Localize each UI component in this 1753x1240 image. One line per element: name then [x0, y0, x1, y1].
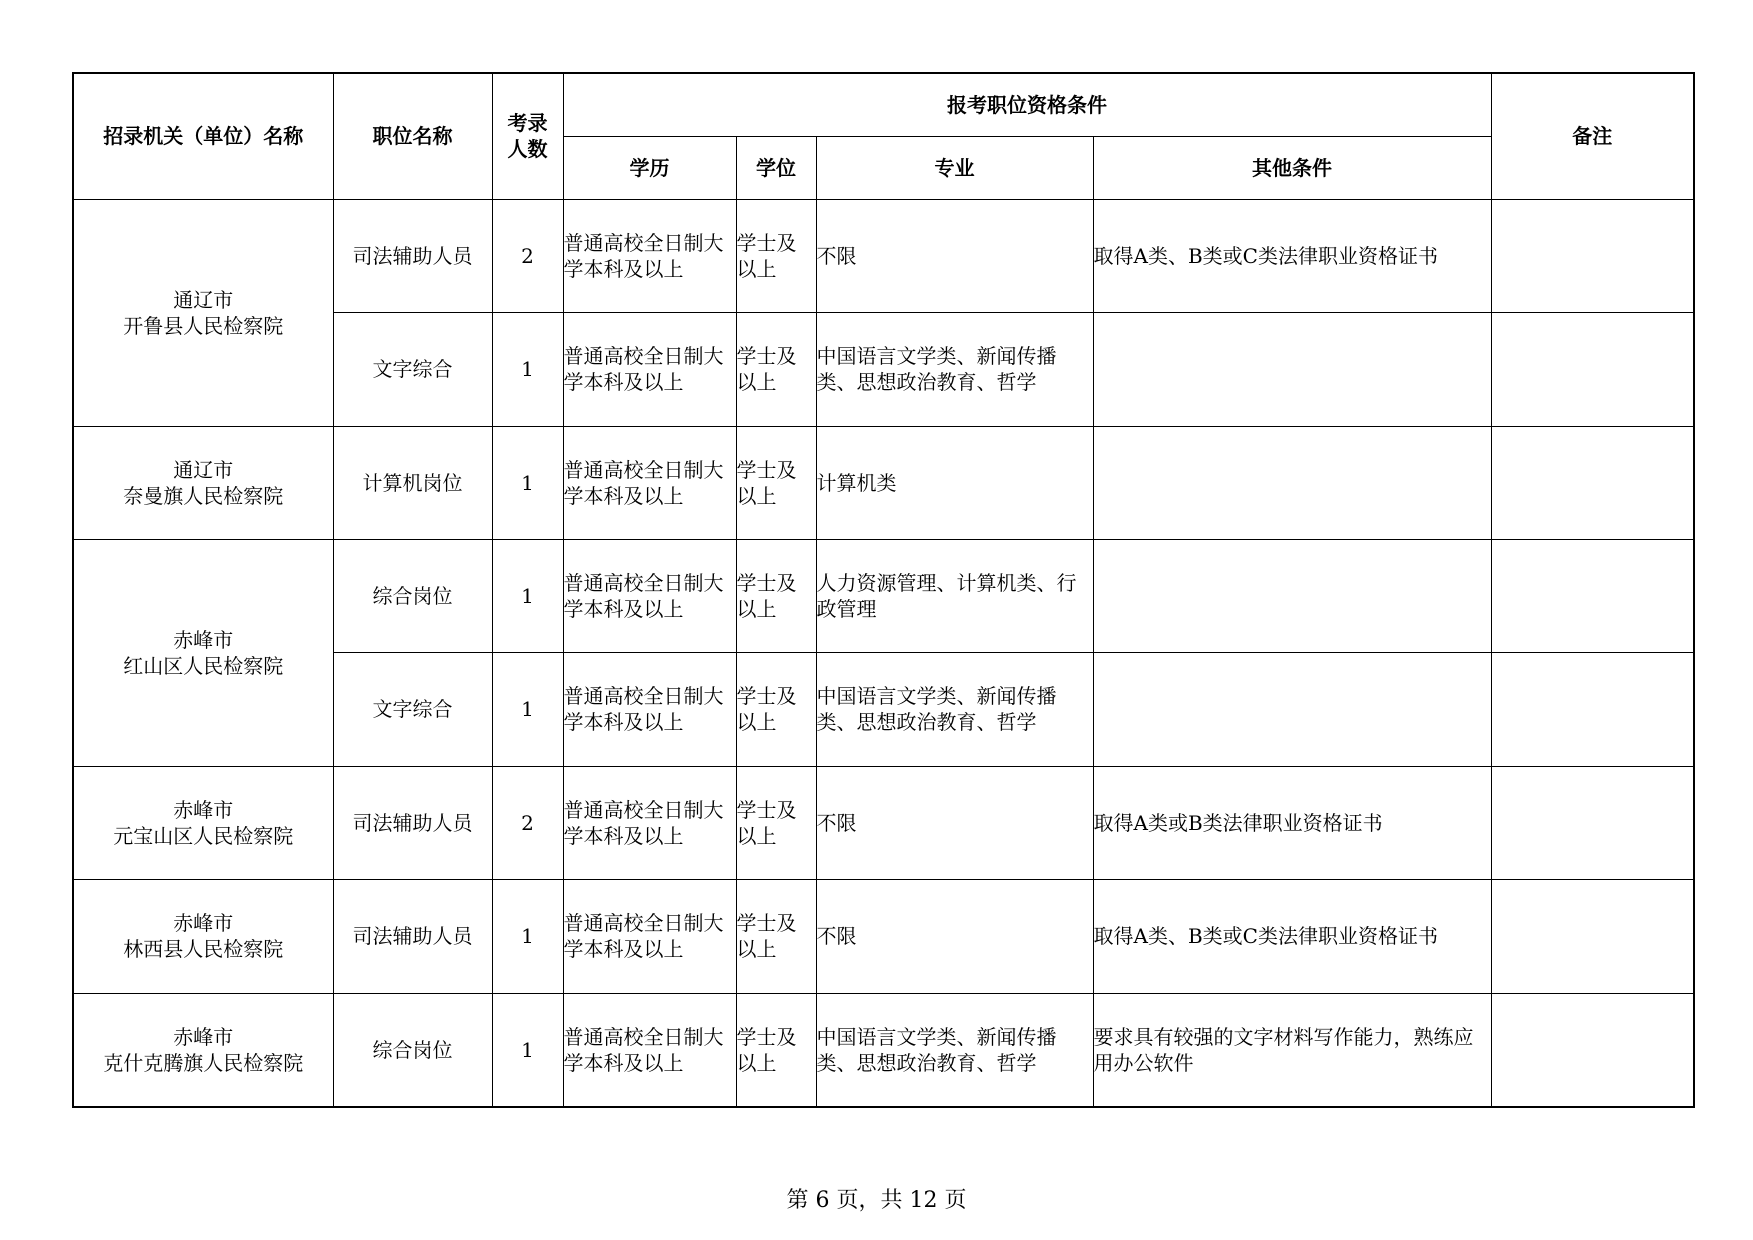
major-cell: 中国语言文学类、新闻传播类、思想政治教育、哲学 — [816, 652, 1093, 766]
major-cell: 中国语言文学类、新闻传播类、思想政治教育、哲学 — [816, 312, 1093, 426]
position-cell: 文字综合 — [333, 652, 492, 766]
position-cell: 文字综合 — [333, 312, 492, 426]
major-cell: 中国语言文学类、新闻传播类、思想政治教育、哲学 — [816, 993, 1093, 1107]
remark-cell — [1491, 766, 1694, 879]
org-city: 赤峰市 — [173, 1024, 234, 1049]
table-row — [73, 199, 1694, 312]
table-row — [73, 426, 1694, 539]
org-name-cell — [73, 539, 333, 766]
degree-cell: 学士及以上 — [736, 993, 816, 1107]
education-cell: 普通高校全日制大学本科及以上 — [563, 993, 736, 1107]
header-position-name: 职位名称 — [333, 73, 492, 199]
header-count — [492, 73, 563, 199]
other-cell: 取得A类或B类法律职业资格证书 — [1093, 766, 1491, 879]
other-cell — [1093, 652, 1491, 766]
org-unit: 奈曼旗人民检察院 — [123, 483, 284, 508]
count-cell: 1 — [492, 426, 563, 539]
degree-cell: 学士及以上 — [736, 426, 816, 539]
degree-cell: 学士及以上 — [736, 879, 816, 993]
table-row — [73, 766, 1694, 879]
count-cell: 1 — [492, 993, 563, 1107]
other-cell — [1093, 539, 1491, 652]
header-education: 学历 — [563, 136, 736, 199]
remark-cell — [1491, 993, 1694, 1107]
education-cell: 普通高校全日制大学本科及以上 — [563, 312, 736, 426]
header-other: 其他条件 — [1093, 136, 1491, 199]
org-unit: 林西县人民检察院 — [123, 937, 284, 961]
count-cell: 1 — [492, 539, 563, 652]
org-city: 赤峰市 — [173, 627, 234, 652]
education-cell: 普通高校全日制大学本科及以上 — [563, 426, 736, 539]
count-cell: 1 — [492, 312, 563, 426]
header-degree: 学位 — [736, 136, 816, 199]
other-cell: 要求具有较强的文字材料写作能力，熟练应用办公软件 — [1093, 993, 1491, 1107]
recruitment-table — [72, 72, 1695, 1108]
education-cell: 普通高校全日制大学本科及以上 — [563, 879, 736, 993]
count-cell: 2 — [492, 199, 563, 312]
remark-cell — [1491, 879, 1694, 993]
position-cell: 综合岗位 — [333, 993, 492, 1107]
remark-cell — [1491, 199, 1694, 312]
degree-cell: 学士及以上 — [736, 312, 816, 426]
org-city: 赤峰市 — [173, 911, 234, 935]
count-cell: 1 — [492, 879, 563, 993]
count-cell: 2 — [492, 766, 563, 879]
degree-cell: 学士及以上 — [736, 766, 816, 879]
org-name-cell — [73, 426, 333, 539]
org-name-cell — [73, 199, 333, 426]
org-unit: 元宝山区人民检察院 — [113, 823, 294, 848]
position-cell: 综合岗位 — [333, 539, 492, 652]
table-row — [73, 993, 1694, 1107]
remark-cell — [1491, 539, 1694, 652]
header-major: 专业 — [816, 136, 1093, 199]
education-cell: 普通高校全日制大学本科及以上 — [563, 766, 736, 879]
table-row — [73, 879, 1694, 993]
org-city: 通辽市 — [173, 457, 234, 482]
education-cell: 普通高校全日制大学本科及以上 — [563, 652, 736, 766]
remark-cell — [1491, 426, 1694, 539]
org-name-cell — [73, 766, 333, 879]
remark-cell — [1491, 652, 1694, 766]
remark-cell — [1491, 312, 1694, 426]
education-cell: 普通高校全日制大学本科及以上 — [563, 199, 736, 312]
other-cell: 取得A类、B类或C类法律职业资格证书 — [1093, 199, 1491, 312]
other-cell — [1093, 312, 1491, 426]
major-cell: 不限 — [816, 879, 1093, 993]
count-cell: 1 — [492, 652, 563, 766]
table-row — [73, 539, 1694, 652]
degree-cell: 学士及以上 — [736, 539, 816, 652]
position-cell: 司法辅助人员 — [333, 199, 492, 312]
position-cell: 计算机岗位 — [333, 426, 492, 539]
position-cell: 司法辅助人员 — [333, 879, 492, 993]
header-count-line1: 考录 — [507, 111, 548, 136]
page-number: 第 6 页，共 12 页 — [786, 1188, 967, 1213]
education-cell: 普通高校全日制大学本科及以上 — [563, 539, 736, 652]
header-count-line2: 人数 — [507, 137, 548, 162]
position-cell: 司法辅助人员 — [333, 766, 492, 879]
major-cell: 不限 — [816, 766, 1093, 879]
org-city: 通辽市 — [173, 287, 234, 312]
org-unit: 开鲁县人民检察院 — [123, 313, 284, 338]
header-org-name: 招录机关（单位）名称 — [73, 73, 333, 199]
header-qualifications: 报考职位资格条件 — [563, 73, 1491, 136]
major-cell: 不限 — [816, 199, 1093, 312]
major-cell: 人力资源管理、计算机类、行政管理 — [816, 539, 1093, 652]
other-cell — [1093, 426, 1491, 539]
header-remarks: 备注 — [1491, 73, 1694, 199]
org-name-cell — [73, 879, 333, 993]
org-city: 赤峰市 — [173, 797, 234, 822]
degree-cell: 学士及以上 — [736, 652, 816, 766]
org-unit: 克什克腾旗人民检察院 — [103, 1050, 304, 1075]
org-name-cell — [73, 993, 333, 1107]
other-cell: 取得A类、B类或C类法律职业资格证书 — [1093, 879, 1491, 993]
degree-cell: 学士及以上 — [736, 199, 816, 312]
org-unit: 红山区人民检察院 — [123, 653, 284, 678]
major-cell: 计算机类 — [816, 426, 1093, 539]
